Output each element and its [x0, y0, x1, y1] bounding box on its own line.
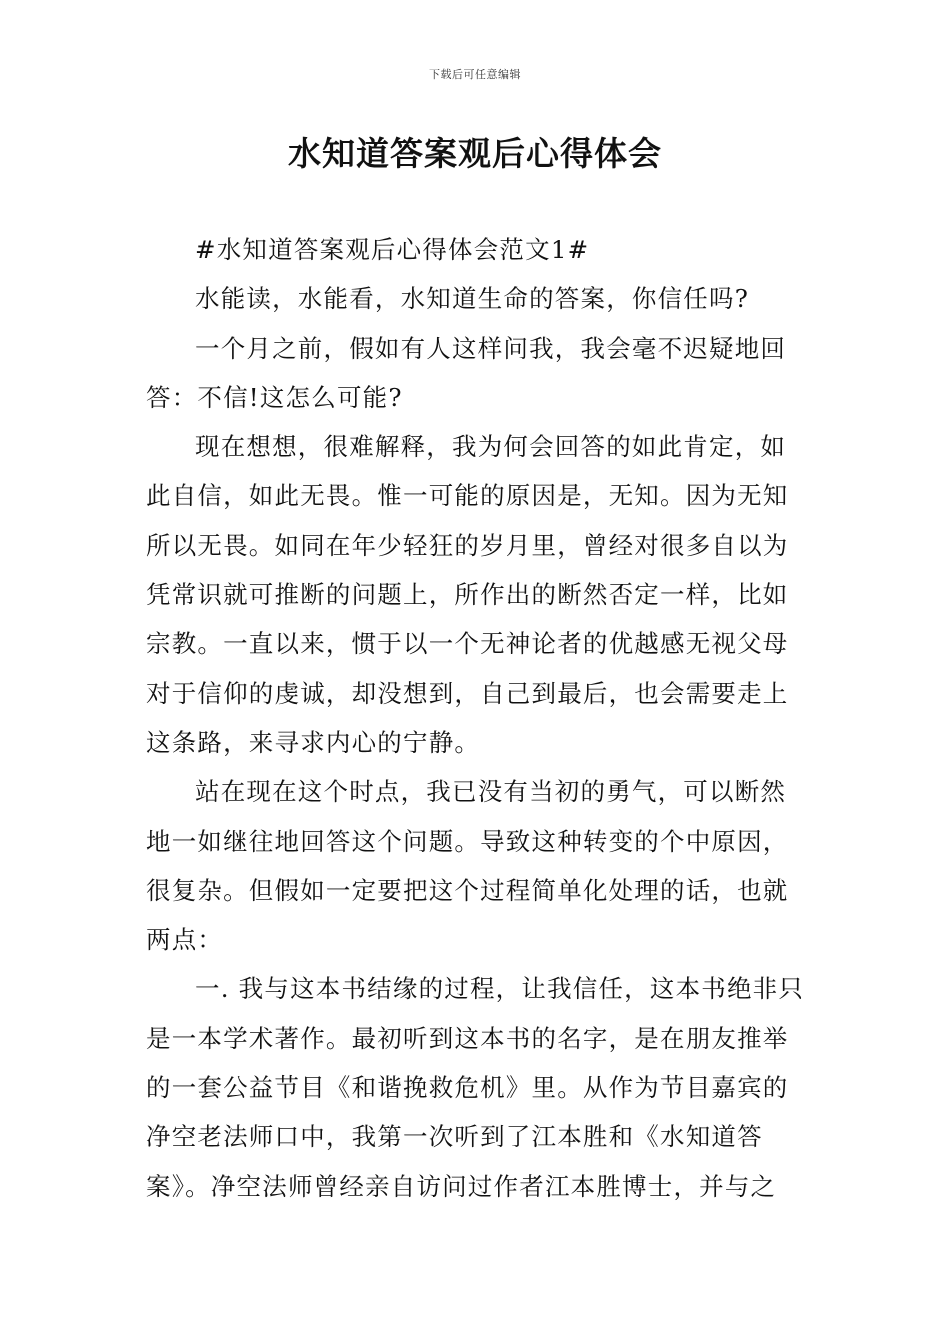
body-paragraph: 站在现在这个时点，我已没有当初的勇气，可以断然地一如继往地回答这个问题。导致这种转变的个中原因，很复杂。但假如一定要把这个过程简单化处理的话，也就两点：	[146, 777, 789, 955]
header-note: 下载后可任意编辑	[429, 68, 521, 81]
section-heading: #水知道答案观后心得体会范文1#	[195, 235, 590, 264]
body-paragraph: 一. 我与这本书结缘的过程，让我信任，这本书绝非只是一本学术著作。最初听到这本书的名字，是在朋友推举的一套公益节目《和谐挽救危机》里。从作为节目嘉宾的净空老法师口中，我第一次听到了江本胜和《水知道答案》。净空法师曾经亲自访问过作者江本胜博士，并与之	[146, 974, 805, 1201]
document-body	[146, 225, 808, 1211]
body-paragraph: 水能读，水能看，水知道生命的答案，你信任吗?	[195, 284, 750, 314]
body-paragraph: 一个月之前，假如有人这样问我，我会毫不迟疑地回答：不信!这怎么可能?	[146, 333, 787, 412]
document-title: 水知道答案观后心得体会	[288, 134, 662, 173]
body-paragraph: 现在想想，很难解释，我为何会回答的如此肯定，如此自信，如此无畏。惟一可能的原因是，无知。因为无知所以无畏。如同在年少轻狂的岁月里，曾经对很多自以为凭常识就可推断的问题上，所作出的断然否定一样，比如宗教。一直以来，惯于以一个无神论者的优越感无视父母对于信仰的虔诚，却没想到，自己到最后，也会需要走上这条路，来寻求内心的宁静。	[146, 432, 789, 757]
